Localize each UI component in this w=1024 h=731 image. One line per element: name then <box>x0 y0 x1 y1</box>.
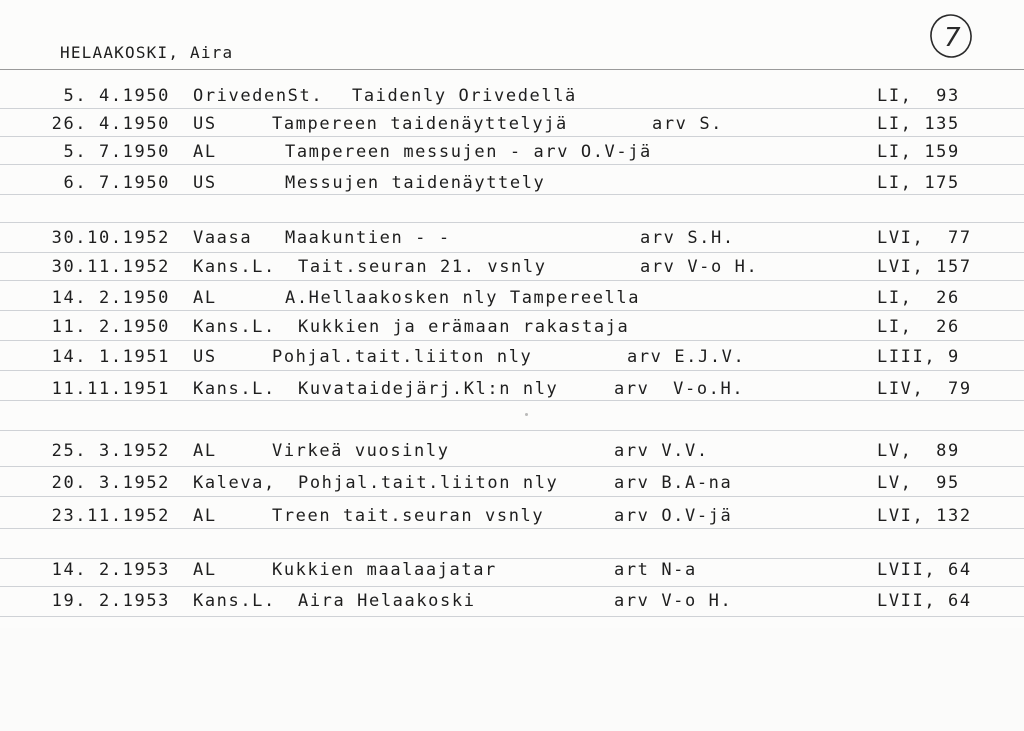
entry-reviewer: arv S.H. <box>640 228 735 248</box>
list-item <box>0 441 1024 467</box>
entry-source: Kans.L. <box>193 591 276 611</box>
entry-title: Pohjal.tait.liiton nly <box>298 473 559 493</box>
list-item <box>0 473 1024 499</box>
list-item <box>0 560 1024 586</box>
entry-ref: LV, 89 <box>877 441 960 461</box>
entry-date: 30.11.1952 <box>51 257 170 277</box>
entry-source: AL <box>193 560 217 580</box>
ruled-line <box>0 586 1024 587</box>
entry-source: Vaasa <box>193 228 253 248</box>
entry-title: Taidenly Orivedellä <box>352 86 577 106</box>
entry-title: Aira Helaakoski <box>298 591 476 611</box>
entry-title: Tampereen messujen - arv O.V-jä <box>285 142 652 162</box>
list-item <box>0 506 1024 532</box>
list-item <box>0 142 1024 168</box>
entry-title: Messujen taidenäyttely <box>285 173 546 193</box>
entry-date: 14. 1.1951 <box>51 347 170 367</box>
entry-date: 30.10.1952 <box>51 228 170 248</box>
entry-ref: LI, 26 <box>877 317 960 337</box>
entry-source: Kans.L. <box>193 257 276 277</box>
entry-source: Kans.L. <box>193 317 276 337</box>
circle-mark-icon <box>928 12 974 60</box>
list-item <box>0 114 1024 140</box>
entry-source: AL <box>193 288 217 308</box>
entry-ref: LIII, 9 <box>877 347 960 367</box>
entry-reviewer: arv V-o H. <box>614 591 733 611</box>
ruled-line <box>0 222 1024 223</box>
paper-speck <box>525 413 528 416</box>
entry-source: OrivedenSt. <box>193 86 324 106</box>
entry-reviewer: arv E.J.V. <box>627 347 746 367</box>
entry-title: Tampereen taidenäyttelyjä <box>272 114 568 134</box>
entry-date: 14. 2.1950 <box>51 288 170 308</box>
list-item <box>0 591 1024 617</box>
entry-title: Kukkien maalaajatar <box>272 560 497 580</box>
entry-reviewer: arv S. <box>652 114 724 134</box>
entry-source: Kaleva, <box>193 473 276 493</box>
entry-date: 20. 3.1952 <box>51 473 170 493</box>
entry-date: 23.11.1952 <box>51 506 170 526</box>
ruled-line <box>0 430 1024 431</box>
entry-title: Kukkien ja erämaan rakastaja <box>298 317 630 337</box>
entry-ref: LVI, 77 <box>877 228 972 248</box>
entry-source: AL <box>193 441 217 461</box>
entry-source: US <box>193 114 217 134</box>
entry-date: 19. 2.1953 <box>51 591 170 611</box>
entry-source: AL <box>193 506 217 526</box>
entry-ref: LVI, 157 <box>877 257 972 277</box>
list-item <box>0 228 1024 254</box>
entry-source: US <box>193 173 217 193</box>
list-item <box>0 288 1024 314</box>
entry-ref: LIV, 79 <box>877 379 972 399</box>
card-title: HELAAKOSKI, Aira <box>60 43 234 62</box>
entry-ref: LV, 95 <box>877 473 960 493</box>
list-item <box>0 86 1024 112</box>
ruled-line <box>0 558 1024 559</box>
entry-title: Maakuntien - - <box>285 228 451 248</box>
entry-title: Virkeä vuosinly <box>272 441 450 461</box>
entry-date: 25. 3.1952 <box>51 441 170 461</box>
list-item <box>0 173 1024 199</box>
entry-date: 26. 4.1950 <box>51 114 170 134</box>
entry-date: 14. 2.1953 <box>51 560 170 580</box>
entry-reviewer: arv V-o.H. <box>614 379 745 399</box>
entry-reviewer: arv O.V-jä <box>614 506 733 526</box>
list-item <box>0 257 1024 283</box>
entry-reviewer: arv B.A-na <box>614 473 733 493</box>
entry-date: 11.11.1951 <box>51 379 170 399</box>
entry-reviewer: arv V.V. <box>614 441 709 461</box>
entry-reviewer: arv V-o H. <box>640 257 759 277</box>
entry-title: Kuvataidejärj.Kl:n nly <box>298 379 559 399</box>
entry-reviewer: art N-a <box>614 560 697 580</box>
entry-source: US <box>193 347 217 367</box>
entry-date: 6. 7.1950 <box>63 173 170 193</box>
entry-title: Tait.seuran 21. vsnly <box>298 257 547 277</box>
entry-ref: LVII, 64 <box>877 560 972 580</box>
entry-source: Kans.L. <box>193 379 276 399</box>
entry-date: 5. 7.1950 <box>63 142 170 162</box>
header-rule <box>0 69 1024 70</box>
entry-ref: LI, 175 <box>877 173 960 193</box>
entry-ref: LI, 159 <box>877 142 960 162</box>
entry-ref: LVI, 132 <box>877 506 972 526</box>
list-item <box>0 317 1024 343</box>
entry-source: AL <box>193 142 217 162</box>
entry-ref: LVII, 64 <box>877 591 972 611</box>
list-item <box>0 379 1024 405</box>
entry-ref: LI, 135 <box>877 114 960 134</box>
handwritten-page-number <box>928 12 974 60</box>
entry-title: A.Hellaakosken nly Tampereella <box>285 288 641 308</box>
entry-title: Treen tait.seuran vsnly <box>272 506 545 526</box>
entry-title: Pohjal.tait.liiton nly <box>272 347 533 367</box>
page-number: 7 <box>944 23 961 53</box>
entry-date: 5. 4.1950 <box>63 86 170 106</box>
entry-ref: LI, 93 <box>877 86 960 106</box>
list-item <box>0 347 1024 373</box>
entry-ref: LI, 26 <box>877 288 960 308</box>
entry-date: 11. 2.1950 <box>51 317 170 337</box>
